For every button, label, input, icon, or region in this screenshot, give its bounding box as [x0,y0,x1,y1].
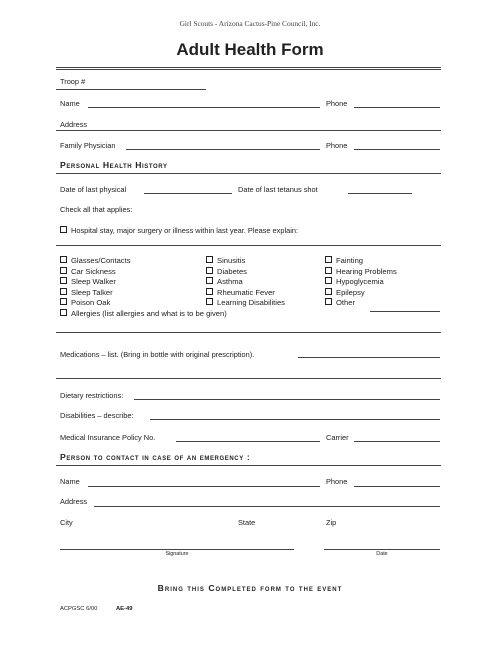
condition-item: Poison Oak [60,298,227,309]
emergency-address-label: Address [60,497,88,506]
condition-item: Learning Disabilities [206,298,285,309]
last-physical-label: Date of last physical [60,185,127,194]
condition-item: Rheumatic Fever [206,288,285,299]
troop-label: Troop # [60,77,86,86]
physician-label: Family Physician [60,141,116,150]
form-title: Adult Health Form [176,40,324,59]
bring-form-notice: Bring this Completed form to the event [157,583,343,593]
name-label: Name [60,99,80,108]
signature-label: Signature [165,551,189,557]
checkbox[interactable] [60,288,67,295]
physician-field[interactable] [126,149,320,150]
checkbox[interactable] [60,277,67,284]
condition-item: Epilepsy [325,288,397,299]
condition-item: Car Sickness [60,267,227,278]
phone-field[interactable] [354,107,440,108]
medications-field-2[interactable] [56,378,441,379]
hospital-row [60,226,298,235]
disabilities-label: Disabilities – describe: [60,411,134,420]
condition-item: Glasses/Contacts [60,256,227,267]
health-history-heading: Personal Health History [60,160,168,170]
conditions-col-3 [325,256,397,309]
emergency-heading: Person to contact in case of an emergency : [60,452,251,462]
condition-item: Sleep Walker [60,277,227,288]
insurance-field[interactable] [176,441,320,442]
title-rule-2 [56,69,441,70]
condition-item: Sleep Talker [60,288,227,299]
other-field[interactable] [370,311,440,312]
conditions-col-2 [206,256,285,309]
condition-item: Other [325,298,397,309]
hospital-explain-field[interactable] [56,245,441,246]
hospital-label: Hospital stay, major surgery or illness within last year. Please explain: [71,226,299,235]
condition-item: Fainting [325,256,397,267]
check-all-label: Check all that applies: [60,205,133,214]
date-field[interactable] [324,549,440,550]
state-label: State [238,518,256,527]
physician-phone-label: Phone [326,141,348,150]
emergency-name-field[interactable] [88,486,320,487]
condition-item: Hypoglycemia [325,277,397,288]
dietary-label: Dietary restrictions: [60,391,124,400]
troop-field[interactable] [56,89,206,90]
checkbox[interactable] [206,298,213,305]
checkbox[interactable] [325,298,332,305]
checkbox[interactable] [206,267,213,274]
checkbox[interactable] [206,288,213,295]
disabilities-field[interactable] [150,419,440,420]
phone-label: Phone [326,99,348,108]
emergency-address-field[interactable] [94,506,440,507]
medications-field[interactable] [298,357,440,358]
hospital-checkbox[interactable] [60,226,67,233]
checkbox[interactable] [60,267,67,274]
emergency-phone-label: Phone [326,477,348,486]
checkbox[interactable] [60,298,67,305]
form-code: ACPGSC 6/00 [60,606,98,612]
conditions-col-1 [60,256,227,320]
carrier-field[interactable] [354,441,440,442]
last-tetanus-field[interactable] [348,193,412,194]
zip-label: Zip [326,518,337,527]
checkbox[interactable] [206,256,213,263]
dietary-field[interactable] [134,399,440,400]
physician-phone-field[interactable] [354,149,440,150]
condition-item: Diabetes [206,267,285,278]
condition-item: Hearing Problems [325,267,397,278]
last-physical-field[interactable] [144,193,232,194]
checkbox[interactable] [325,256,332,263]
emergency-name-label: Name [60,477,80,486]
signature-field[interactable] [60,549,294,550]
condition-item: Asthma [206,277,285,288]
city-label: City [60,518,73,527]
council-name: Girl Scouts - Arizona Cactus-Pine Council, Inc. [179,19,321,28]
insurance-label: Medical Insurance Policy No. [60,433,156,442]
emergency-phone-field[interactable] [354,486,440,487]
checkbox[interactable] [325,277,332,284]
allergies-checkbox[interactable] [60,309,67,316]
allergies-item: Allergies (list allergies and what is to be given) [60,309,227,320]
name-field[interactable] [88,107,320,108]
checkbox[interactable] [206,277,213,284]
last-tetanus-label: Date of last tetanus shot [238,185,318,194]
condition-item: Sinusitis [206,256,285,267]
address-field[interactable] [56,130,441,131]
checkbox[interactable] [325,267,332,274]
carrier-label: Carrier [326,433,349,442]
title-rule [56,67,441,68]
checkbox[interactable] [60,256,67,263]
address-label: Address [60,120,88,129]
emergency-rule [56,465,441,466]
form-number: AE-49 [116,606,133,612]
checkbox[interactable] [325,288,332,295]
medications-label: Medications – list. (Bring in bottle with original prescription). [60,350,255,359]
health-rule [56,173,441,174]
allergies-field[interactable] [56,332,441,333]
date-label: Date [376,551,388,557]
